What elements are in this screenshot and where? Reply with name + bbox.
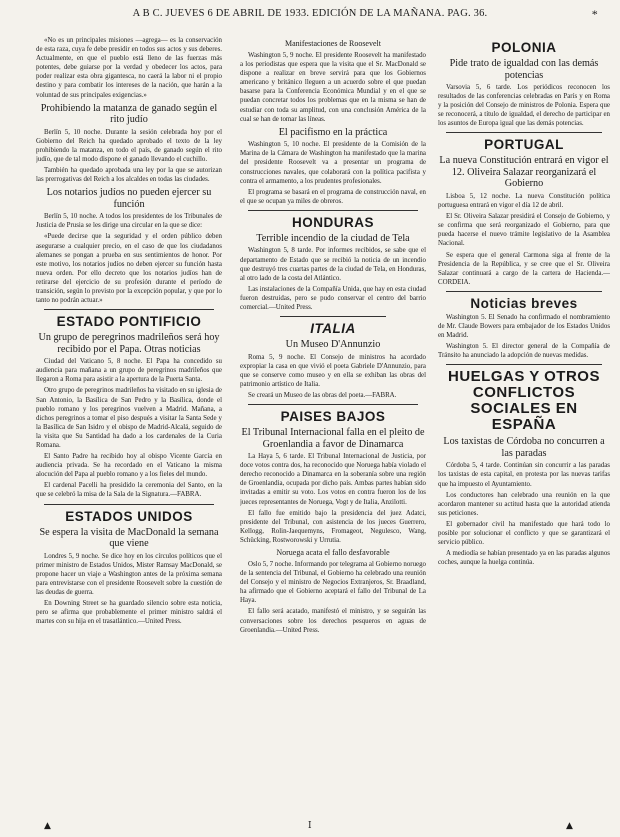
header-line: A B C. JUEVES 6 DE ABRIL DE 1933. EDICIÓN DE LA MAÑANA. PAG. 36. bbox=[132, 8, 488, 19]
column-2 bbox=[240, 36, 426, 819]
paragraph: Ciudad del Vaticano 5, 8 noche. El Papa ha concedido su audiencia para mañana a un grupo de peregrinos madrileños que llegaron a Roma para asistir a la apertura de la Puerta Santa. bbox=[36, 358, 222, 384]
paragraph: Las instalaciones de la Compañía Unida, que hay en esta ciudad fueron destruidas, pero se pudo conservar el centro del barrio comercial.—United Press. bbox=[240, 285, 426, 311]
section-title-portugal: PORTUGAL bbox=[484, 137, 564, 153]
paragraph: El Sr. Oliveira Salazar presidirá el Consejo de Gobierno, y se confirma que será reorganizado el Gobierno, para que pueda hacerse el nuevo trámite legislativo de la Asamblea Nacional. bbox=[438, 213, 610, 248]
divider bbox=[446, 364, 602, 365]
section-title-honduras: HONDURAS bbox=[291, 214, 374, 230]
headline-notaries: Los notarios judíos no pueden ejercer su función bbox=[46, 187, 212, 210]
paragraph: «Puede decirse que la seguridad y el orden público deben asegurarse a cualquier precio, en el caso de que los ciudadanos alemanes se pongan a prueba en sus sentimientos de honor. Por este motivo, los notarios judíos no deben ejercer su función hasta nueva orden. Por ello decreto que los notarios judíos han de retirarse del ejercicio de su profesión durante el período de transición, según lo previsto por la excepción popular, y que por lo tanto no podrán actuar.» bbox=[36, 233, 222, 305]
paragraph: El fallo será acatado, manifestó el ministro, y se seguirán las conversaciones sobre los derechos pesqueros en aguas de Groenlandia.—United Press. bbox=[240, 608, 426, 634]
column-1 bbox=[36, 36, 222, 819]
paragraph: Berlín 5, 10 noche. A todos los presidentes de los Tribunales de Justicia de Prusia se les dirige una circular en la que se dice: bbox=[36, 213, 222, 230]
column-3 bbox=[438, 36, 610, 819]
headline-pacifism: El pacifismo en la práctica bbox=[278, 126, 388, 138]
headline-macdonald: Se espera la visita de MacDonald la semana que viene bbox=[39, 526, 219, 550]
section-title-polonia: POLONIA bbox=[491, 40, 557, 55]
page-header bbox=[0, 8, 620, 26]
headline-portugal: La nueva Constitución entrará en vigor el 12. Oliveira Salazar reorganizará el Gobierno bbox=[439, 155, 609, 190]
divider bbox=[248, 210, 418, 211]
headline-ritual-slaughter: Prohibiendo la matanza de ganado según el rito judío bbox=[40, 102, 218, 126]
headline-cordoba: Los taxistas de Córdoba no concurren a las paradas bbox=[443, 436, 605, 459]
section-title-estados-unidos: ESTADOS UNIDOS bbox=[65, 508, 193, 524]
paragraph: La Haya 5, 6 tarde. El Tribunal Internacional de Justicia, por doce votos contra dos, ha reconocido que Noruega había violado el derecho reconocido a Dinamarca en la soberanía sobre una región de Groenlandia, ocupada por dicho país. Ambas partes habían sido invitadas a emitir su voto. Los votos en contra fueron los de los jueces representantes de Noruega, Vogt y de Italia, Anzilotti. bbox=[240, 453, 426, 506]
paragraph: Berlín 5, 10 noche. Durante la sesión celebrada hoy por el Gobierno del Reich ha quedado aprobado el texto de la ley prohibiendo la matanza, en todo el país, de ganado según el rito judío, que de tal modo dispone el ganado llevando el cuchillo. bbox=[36, 128, 222, 163]
paragraph: Londres 5, 9 noche. Se dice hoy en los círculos políticos que el primer ministro de Estados Unidos, Mister Ramsay MacDonald, se propone hacer un viaje a Washington antes de la próxima semana para entrevistarse con el presidente Roosevelt sobre la cuestión de las deudas de guerra. bbox=[36, 552, 222, 596]
headline-tela-fire: Terrible incendio de la ciudad de Tela bbox=[256, 232, 410, 244]
headline-dannunzio: Un Museo D'Annunzio bbox=[285, 339, 381, 351]
paragraph: Se creará un Museo de las obras del poeta.—FABRA. bbox=[248, 391, 397, 399]
section-title-paises-bajos: PAISES BAJOS bbox=[280, 409, 386, 425]
paragraph: A mediodía se habían presentado ya en las paradas algunos coches, aunque la huelga continúa. bbox=[438, 550, 610, 567]
paragraph: Se espera que el general Carmona siga al frente de la Presidencia de la República, y se cree que el Sr. Oliveira Salazar continuará a cargo de la cartera de Hacienda.—CORDEIA. bbox=[438, 251, 610, 286]
divider bbox=[248, 404, 418, 405]
divider bbox=[280, 316, 386, 317]
paragraph: El fallo fue emitido bajo la presidencia del juez Adatci, presidente del Tribunal, con asistencia de los jueces Guerrero, Kellogg, Rolin-Jaequemyns, Fromageot, Negulesco, Wang, Schücking, Rostworowski y Urrutia. bbox=[240, 509, 426, 544]
paragraph: Washington 5. El director general de la Compañía de Tránsito ha anunciado la adopción de nuevas medidas. bbox=[438, 343, 610, 360]
paragraph: Córdoba 5, 4 tarde. Continúan sin concurrir a las paradas los taxistas de esta capital, en protesta por las nuevas tarifas que ha impuesto el Ayuntamiento. bbox=[438, 462, 610, 488]
section-title-italia: ITALIA bbox=[310, 321, 356, 337]
paragraph: Washington 5, 8 tarde. Por informes recibidos, se sabe que el departamento de Estado que se recibió la noticia de un incendio que destruyó tres cuartas partes de la ciudad de Tela, en Honduras, al otro lado de la costa del Atlántico. bbox=[240, 247, 426, 282]
paragraph: Los conductores han celebrado una reunión en la que acordaron mantener su actitud hasta que la autoridad atienda sus peticiones. bbox=[438, 491, 610, 517]
paragraph: También ha quedado aprobada una ley por la que se autorizan las prerrogativas del Reich a los alcaldes en todas las ciudades. bbox=[36, 167, 222, 184]
divider bbox=[44, 504, 214, 505]
section-title-noticias: Noticias breves bbox=[470, 295, 578, 311]
paragraph: Washington 5, 10 noche. El presidente de la Comisión de la Marina de la Cámara de Washington ha manifestado que la marina del presidente Roosevelt va a presentar un programa de construcciones navales, que colaborará con la política pacifista y contra el armamento, a los prudentes profesionales. bbox=[240, 141, 426, 185]
page-footer bbox=[0, 821, 620, 835]
divider bbox=[44, 309, 214, 310]
footer-mark: I bbox=[308, 821, 312, 831]
paragraph: Lisboa 5, 12 noche. La nueva Constitución política portuguesa entrará en vigor el día 12 de abril. bbox=[438, 192, 610, 210]
paragraph: El gobernador civil ha manifestado que hará todo lo posible por solucionar el conflicto y que se garantizará el servicio público. bbox=[438, 520, 610, 547]
paragraph: El programa se basará en el programa de construcción naval, en el que se ocupan ya miles de obreros. bbox=[240, 188, 426, 205]
registration-mark-icon: ▲ bbox=[44, 821, 51, 831]
registration-mark-icon: ▲ bbox=[566, 821, 573, 831]
paragraph: El cardenal Pacelli ha presidido la ceremonia del Santo, en la que se celebró la misa de la Sala de la Signatura.—FABRA. bbox=[36, 482, 222, 499]
headline-roosevelt: Manifestaciones de Roosevelt bbox=[285, 39, 381, 48]
paragraph: El Santo Padre ha recibido hoy al obispo Vicente García en audiencia privada. Se ha recordado en el Vaticano la misma alocución del Papa al pueblo romano y a los fieles del mundo. bbox=[36, 453, 222, 479]
paragraph: Washington 5. El Senado ha confirmado el nombramiento de Mr. Claude Bowers para embajador de los Estados Unidos en Madrid. bbox=[438, 313, 610, 340]
divider bbox=[446, 132, 602, 133]
headline-norway: Noruega acata el fallo desfavorable bbox=[276, 547, 390, 557]
divider bbox=[446, 291, 602, 292]
headline-pilgrims: Un grupo de peregrinos madrileños será hoy recibido por el Papa. Otras noticias bbox=[38, 332, 220, 355]
paragraph: Roma 5, 9 noche. El Consejo de ministros ha acordado expropiar la casa en que vivió el poeta Gabriele D'Annunzio, para que se conserve como museo y en ella se exhiban las obras del patrimonio artístico de Italia. bbox=[240, 353, 426, 388]
headline-greenland: El Tribunal Internacional falla en el pleito de Groenlandia a favor de Dinamarca bbox=[241, 427, 425, 450]
headline-polonia: Pide trato de igualdad con las demás potencias bbox=[449, 58, 599, 81]
section-title-huelgas: HUELGAS Y OTROS CONFLICTOS SOCIALES EN ESPAÑA bbox=[448, 368, 600, 434]
paragraph: Oslo 5, 7 noche. Informando por telegrama al Gobierno noruego de la sentencia del Tribunal, el Gobierno ha celebrado una reunión del Consejo y el ministro de Negocios Extranjeros, Sr. Braadland, ha afirmado que el Gobierno aceptará el fallo del Tribunal de La Haya. bbox=[240, 560, 426, 605]
paragraph: Washington 5, 9 noche. El presidente Roosevelt ha manifestado a los periodistas que espera que la visita que el Sr. MacDonald se dispone a realizar en breve servirá para que los Gobiernos americano y británico lleguen a un acuerdo sobre el que puedan basarse para la Conferencia Económica Mundial y en el que se puedan concretar todos los problemas que en la misma se han de estudiar con toda su amplitud, con una conclusión América de la cual se han de tomar las líneas. bbox=[240, 52, 426, 123]
paragraph: Varsovia 5, 6 tarde. Los periódicos reconocen los resultados de las conferencias celebradas en París y en Roma y la posición del Consejo de ministros de Polonia. Espera que se reconocerá, a título de igualdad, el derecho de participar en los asuntos de Europa igual que las demás potencias. bbox=[438, 84, 610, 128]
asterisk-icon: * bbox=[591, 7, 598, 21]
paragraph: En Downing Street se ha guardado silencio sobre esta noticia, pero se afirma que probablemente el primer ministro saldrá el martes con su hija en el trasatlántico.—United Press. bbox=[36, 600, 222, 626]
section-title-pontificio: ESTADO PONTIFICIO bbox=[56, 314, 202, 330]
paragraph: Otro grupo de peregrinos madrileños ha visitado en su iglesia de San Antonio, la Basílica de San Pedro y la Basílica, donde el pueblo romano y los peregrinos vuelven a Madrid. Mañana, a dichos peregrinos a tomar el piso después a visitar la Santa Sede y la Basílica de San Isidro y el obispo de Madrid-Alcalá, seguido de la visita que Su Santidad ha dado a los cardenales de la Curia Romana. bbox=[36, 387, 222, 449]
intro-paragraph: «No es un principales misiones —agrega— es la conservación de esta raza, cuya fe debe presidir en todos sus actos y sus deberes. Actualmente, en que el pueblo está lleno de las fuerzas más potentes, debe guiarse por la verdad y obedecer los actos, para poder realizar esta obra gigantesca, no caerá la labor ni el propio destino y para combatir los intereses de la nación, que harán a la voluntad de sus principales exigencias.» bbox=[36, 37, 222, 99]
